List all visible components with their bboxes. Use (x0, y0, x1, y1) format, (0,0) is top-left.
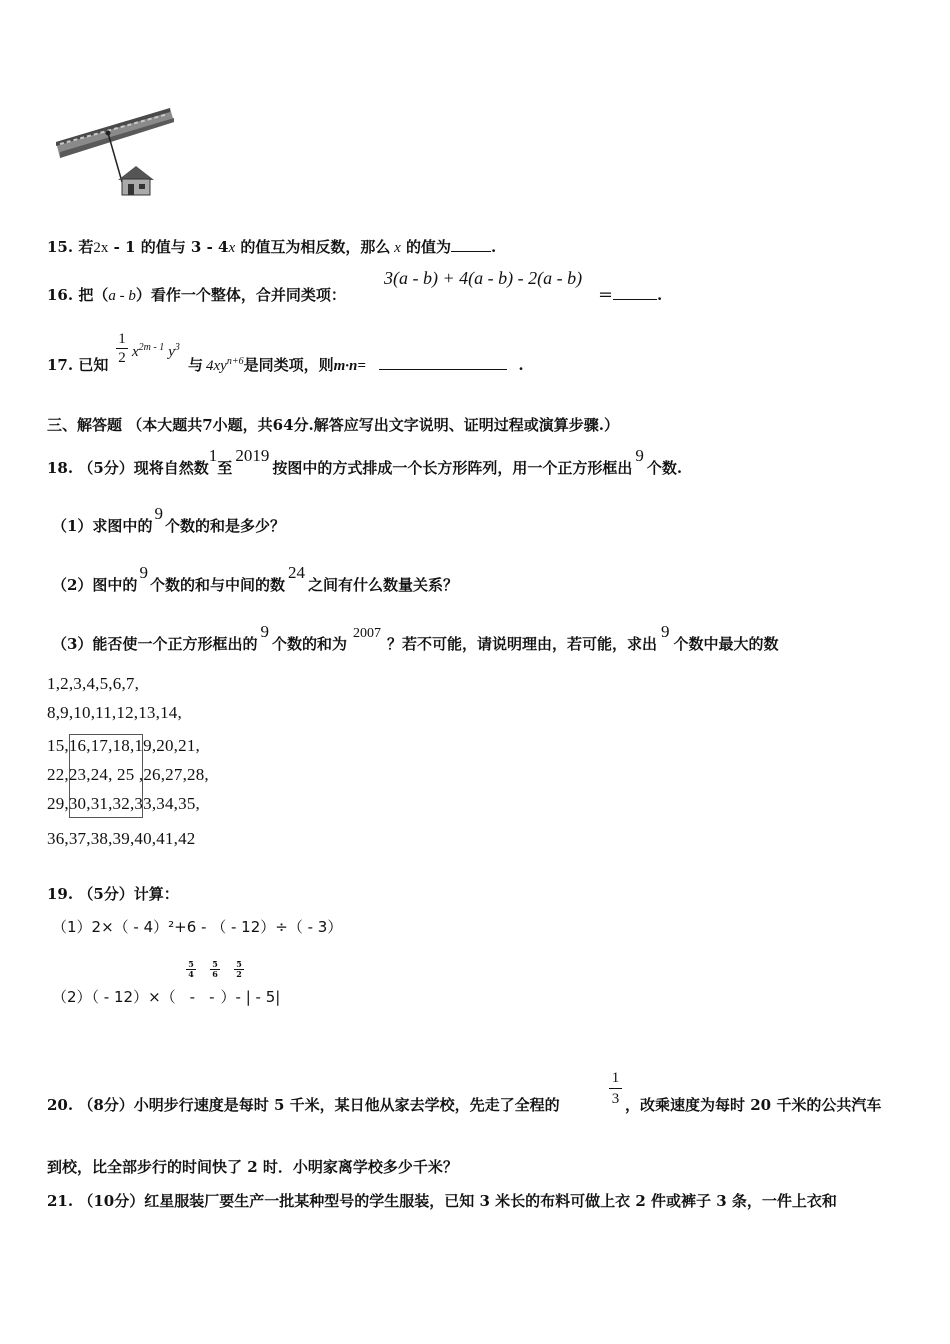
q20-line-2: 到校，比全部步行的时间快了 2 时．小明家离学校多少千米？ (47, 1158, 458, 1176)
question-15: 15. 若2x - 1 的值与 3 - 4x 的值互为相反数，那么 x 的值为 . (47, 238, 497, 256)
boxed-numbers: 30,31,32 (68, 794, 130, 813)
q17-term1: $x^{2m - 1}$ $y^3$ (132, 342, 180, 360)
question-20: 20. （8分）小明步行速度是每时 5 千米，某日他从家去学校，先走了全程的 (47, 1096, 560, 1114)
q19-sub2: （2）（ - 12）×（ - - ）- | - 5| (52, 988, 281, 1006)
question-number: 18. (47, 459, 74, 477)
q19-sub1: （1）2×（ - 4）²+6 - （ - 12）÷（ - 3） (52, 918, 343, 936)
q19-fraction-3: 5 2 (234, 960, 244, 979)
q16-expression: 3(a - b) + 4(a - b) - 2(a - b) (384, 268, 583, 288)
question-21: 21. （10分）红星服装厂要生产一批某种型号的学生服装，已知 3 米长的布料可做上衣 2 件或裤子 3 条，一件上衣和 (47, 1192, 837, 1210)
answer-blank[interactable] (379, 357, 507, 370)
question-18: 18. （5分）现将自然数$^1$至$^{2019}$按图中的方式排成一个长方形阵列，用一个正方形框出$^9$个数. (47, 446, 683, 477)
q17-rest: 与 $4xy^{n+6}$是同类项，则m·n= . (188, 356, 524, 374)
q20-fraction: 1 3 (609, 1068, 622, 1109)
square-frame (69, 734, 143, 818)
array-row-1: 1,2,3,4,5,6,7, (47, 674, 140, 693)
boxed-numbers: 16,17,18 (68, 736, 130, 755)
q18-sub3: （3）能否使一个正方形框出的$^9$个数的和为$^{2007}$？若不可能，请说明理由，若可能，求出$^9$个数中最大的数 (52, 622, 779, 653)
array-row-3: 15,16,17,18,19,20,21, (47, 736, 200, 755)
q17-fraction: 1 2 (116, 330, 128, 367)
q19-fraction-2: 5 6 (210, 960, 220, 979)
section-3-title: 三、解答题 （本大题共7小题，共64分.解答应写出文字说明、证明过程或演算步骤.） (47, 416, 619, 434)
question-number: 16. (47, 286, 74, 304)
array-row-2: 8,9,10,11,12,13,14, (47, 703, 182, 722)
q18-sub2: （2）图中的$^9$个数的和与中间的数$^{24}$之间有什么数量关系？ (52, 563, 458, 594)
q16-answer: ＝ . (598, 286, 663, 304)
q20-continued: ，改乘速度为每时 20 千米的公共汽车 (625, 1096, 882, 1114)
question-19: 19. （5分）计算： (47, 885, 179, 903)
array-row-6: 36,37,38,39,40,41,42 (47, 829, 196, 848)
q18-sub1: （1）求图中的$^9$个数的和是多少？ (52, 504, 285, 535)
answer-blank[interactable] (613, 287, 657, 300)
boxed-numbers: 23,24, 25 (68, 765, 135, 784)
question-number: 20. (47, 1096, 74, 1114)
point-marker (106, 131, 111, 136)
road-house-illustration (50, 100, 180, 200)
q19-fraction-1: 5 4 (186, 960, 196, 979)
array-row-5: 29,30,31,32,33,34,35, (47, 794, 200, 813)
question-17: 17. 已知 (47, 356, 109, 374)
question-number: 15. (47, 238, 74, 256)
array-row-4: 22,23,24, 25 ,26,27,28, (47, 765, 209, 784)
question-16: 16. 把（a - b）看作一个整体，合并同类项： (47, 286, 346, 304)
question-number: 17. (47, 356, 74, 374)
question-number: 21. (47, 1192, 74, 1210)
answer-blank[interactable] (451, 239, 491, 252)
question-number: 19. (47, 885, 74, 903)
house-icon (118, 166, 154, 195)
